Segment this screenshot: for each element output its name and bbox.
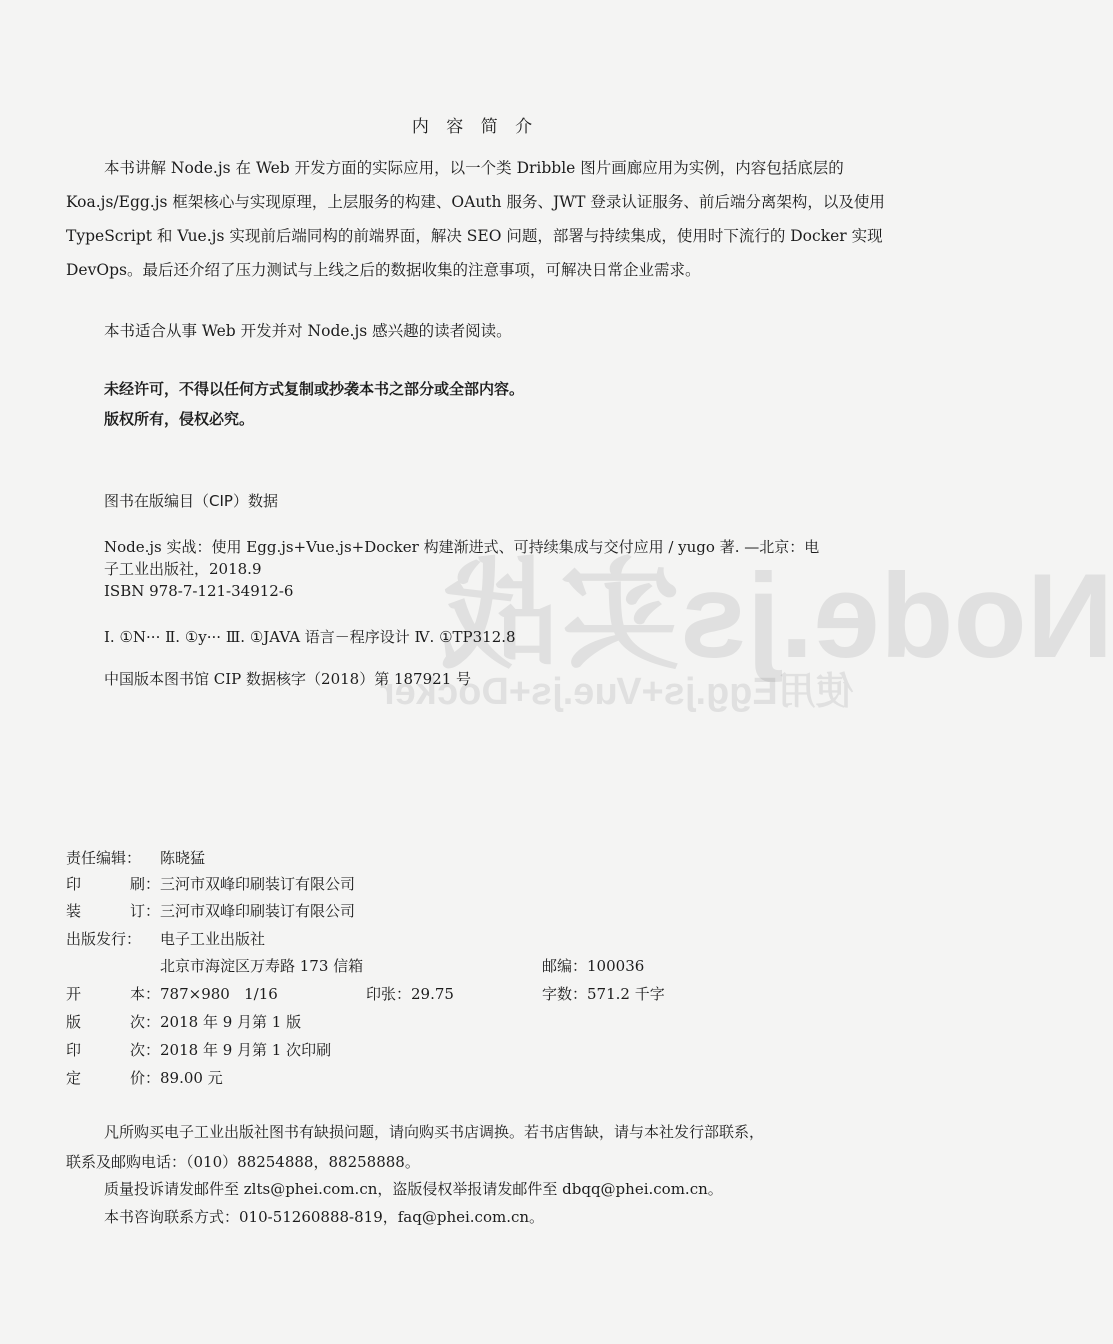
edition-value: 2018 年 9 月第 1 版 — [160, 1013, 302, 1031]
sheets-value: 29.75 — [411, 985, 454, 1003]
printer-label: 印 刷： — [66, 875, 160, 893]
printing-label: 印 次： — [66, 1041, 160, 1059]
wordcount — [542, 981, 665, 1007]
postcode — [542, 953, 644, 979]
wordcount-label: 字数： — [542, 985, 588, 1003]
printer-row — [66, 871, 355, 897]
format-value: 787×980 1/16 — [160, 985, 278, 1003]
printer-value: 三河市双峰印刷装订有限公司 — [160, 875, 356, 893]
binder-row — [66, 898, 355, 924]
footer-line-4: 本书咨询联系方式：010-51260888-819，faq@phei.com.cn。 — [104, 1208, 545, 1226]
summary-paragraph-1: 本书讲解 Node.js 在 Web 开发方面的实际应用，以一个类 Dribble 图片画廊应用为实例，内容包括底层的 Koa.js/Egg.js 框架核心与实现原理，上层服务的构建、OAuth 服务、JWT 登录认证服务、前后端分离架构，以及使用 TypeScript 和 Vue.js 实现前后端同构的前端界面，解决 SEO 问题，部署与持续集成，使用时下流行的 Docker 实现 DevOps。最后还介绍了压力测试与上线之后的数据收集的注意事项，可解决日常企业需求。 — [66, 159, 885, 279]
printing-value: 2018 年 9 月第 1 次印刷 — [160, 1041, 332, 1059]
editor-label: 责任编辑： — [66, 849, 142, 867]
show-through-subtitle-art: 使用Egg.js+Vue.js+Docker — [380, 671, 854, 713]
postcode-label: 邮编： — [542, 957, 588, 975]
copyright-notice-line-2: 版权所有，侵权必究。 — [104, 410, 255, 428]
sheets — [366, 981, 454, 1007]
price-row — [66, 1065, 223, 1091]
cip-isbn: ISBN 978-7-121-34912-6 — [104, 582, 294, 600]
binder-value: 三河市双峰印刷装订有限公司 — [160, 902, 356, 920]
copyright-notice-line-1: 未经许可，不得以任何方式复制或抄袭本书之部分或全部内容。 — [104, 380, 525, 398]
show-through-cover-art: Node.js实战 — [440, 549, 1113, 683]
editor-row — [66, 845, 205, 871]
cip-classification: Ⅰ. ①N··· Ⅱ. ①y··· Ⅲ. ①JAVA 语言－程序设计 Ⅳ. ①TP312.8 — [104, 628, 516, 646]
address-row — [66, 953, 363, 979]
summary-paragraph-2: 本书适合从事 Web 开发并对 Node.js 感兴趣的读者阅读。 — [104, 322, 512, 340]
footer-line-3: 质量投诉请发邮件至 zlts@phei.com.cn，盗版侵权举报请发邮件至 dbqq@phei.com.cn。 — [104, 1180, 723, 1198]
format-row — [66, 981, 278, 1007]
section-title: 内 容 简 介 — [411, 117, 539, 137]
format-label: 开 本： — [66, 985, 160, 1003]
sheets-label: 印张： — [366, 985, 412, 1003]
address-value: 北京市海淀区万寿路 173 信箱 — [160, 957, 364, 975]
binder-label: 装 订： — [66, 902, 160, 920]
postcode-value: 100036 — [587, 957, 645, 975]
cip-record-number: 中国版本图书馆 CIP 数据核字（2018）第 187921 号 — [104, 670, 472, 688]
price-value: 89.00 元 — [160, 1069, 223, 1087]
wordcount-value: 571.2 千字 — [587, 985, 665, 1003]
cip-entry-line-1: Node.js 实战：使用 Egg.js+Vue.js+Docker 构建渐进式、可持续集成与交付应用 / yugo 著. —北京：电 — [104, 538, 820, 556]
footer-line-1: 凡所购买电子工业出版社图书有缺损问题，请向购买书店调换。若书店售缺，请与本社发行部联系， — [104, 1123, 765, 1141]
price-label: 定 价： — [66, 1069, 160, 1087]
cip-heading: 图书在版编目（CIP）数据 — [104, 492, 278, 510]
printing-row — [66, 1037, 331, 1063]
cip-entry-line-2: 子工业出版社，2018.9 — [104, 560, 262, 578]
publisher-label: 出版发行： — [66, 930, 142, 948]
edition-label: 版 次： — [66, 1013, 160, 1031]
footer-line-2: 联系及邮购电话：（010）88254888，88258888。 — [66, 1153, 420, 1171]
publisher-value: 电子工业出版社 — [160, 930, 266, 948]
edition-row — [66, 1009, 301, 1035]
publisher-row — [66, 926, 265, 952]
editor-value: 陈晓猛 — [160, 849, 206, 867]
